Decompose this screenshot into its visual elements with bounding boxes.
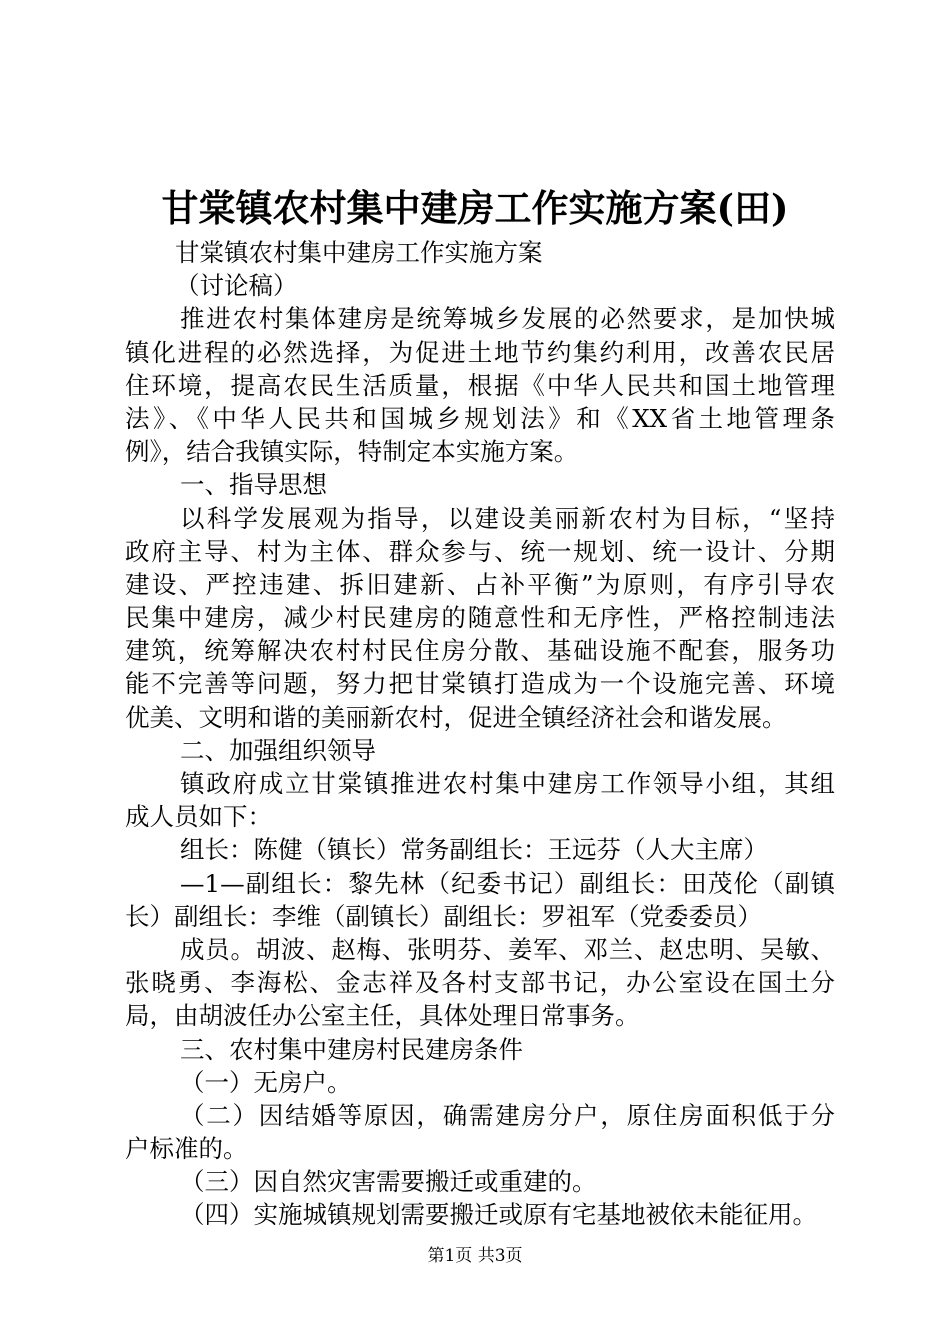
paragraph-line: 局，由胡波任办公室主任，具体处理日常事务。 — [125, 1001, 640, 1031]
list-item: （二）因结婚等原因，确需建房分户，原住房面积低于分 — [180, 1100, 835, 1130]
paragraph-line: 例》，结合我镇实际，特制定本实施方案。 — [125, 437, 579, 467]
list-item: （四）实施城镇规划需要搬迁或原有宅基地被依未能征用。 — [180, 1200, 817, 1230]
paragraph-line: 优美、文明和谐的美丽新农村，促进全镇经济社会和谐发展。 — [125, 702, 787, 732]
list-item: （一）无房户。 — [180, 1067, 352, 1097]
paragraph-line: 张晓勇、李海松、金志祥及各村支部书记，办公室设在国土分 — [125, 968, 835, 998]
document-title: 甘棠镇农村集中建房工作实施方案(田) — [161, 186, 789, 230]
paragraph-line: 政府主导、村为主体、群众参与、统一规划、统一设计、分期 — [125, 536, 835, 566]
paragraph-line: 成员。胡波、赵梅、张明芬、姜军、邓兰、赵忠明、吴敏、 — [180, 934, 835, 964]
list-item: 户标准的。 — [125, 1134, 248, 1164]
paragraph-line: 法》、《中华人民共和国城乡规划法》和《XX省土地管理条 — [125, 403, 835, 433]
draft-note-line: （讨论稿） — [175, 271, 298, 301]
paragraph-line: 建筑，统筹解决农村村民住房分散、基础设施不配套，服务功 — [125, 636, 835, 666]
paragraph-line: 长）副组长：李维（副镇长）副组长：罗祖军（党委委员） — [125, 901, 762, 931]
subtitle-line: 甘棠镇农村集中建房工作实施方案 — [175, 238, 543, 267]
paragraph-line: 能不完善等问题，努力把甘棠镇打造成为一个设施完善、环境 — [125, 669, 835, 699]
paragraph-line: 以科学发展观为指导，以建设美丽新农村为目标，“坚持 — [180, 503, 835, 533]
paragraph-line: 民集中建房，减少村民建房的随意性和无序性，严格控制违法 — [125, 603, 835, 633]
paragraph-line: —1—副组长：黎先林（纪委书记）副组长：田茂伦（副镇 — [180, 868, 835, 898]
paragraph-line: 建设、严控违建、拆旧建新、占补平衡”为原则，有序引导农 — [125, 569, 835, 599]
paragraph-line: 组长：陈健（镇长）常务副组长：王远芬（人大主席） — [180, 835, 768, 865]
paragraph-line: 镇化进程的必然选择，为促进土地节约集约利用，改善农民居 — [125, 337, 835, 367]
section-heading: 二、加强组织领导 — [180, 735, 376, 765]
section-heading: 三、农村集中建房村民建房条件 — [180, 1034, 523, 1064]
paragraph-line: 镇政府成立甘棠镇推进农村集中建房工作领导小组，其组 — [180, 769, 835, 798]
paragraph-line: 成人员如下： — [125, 802, 272, 832]
list-item: （三）因自然灾害需要搬迁或重建的。 — [180, 1167, 597, 1197]
paragraph-line: 住环境，提高农民生活质量，根据《中华人民共和国土地管理 — [125, 370, 835, 400]
section-heading: 一、指导思想 — [180, 470, 327, 500]
paragraph-line: 推进农村集体建房是统筹城乡发展的必然要求，是加快城 — [180, 304, 835, 334]
page-footer: 第1页 共3页 — [427, 1246, 523, 1266]
document-body — [125, 236, 835, 1232]
